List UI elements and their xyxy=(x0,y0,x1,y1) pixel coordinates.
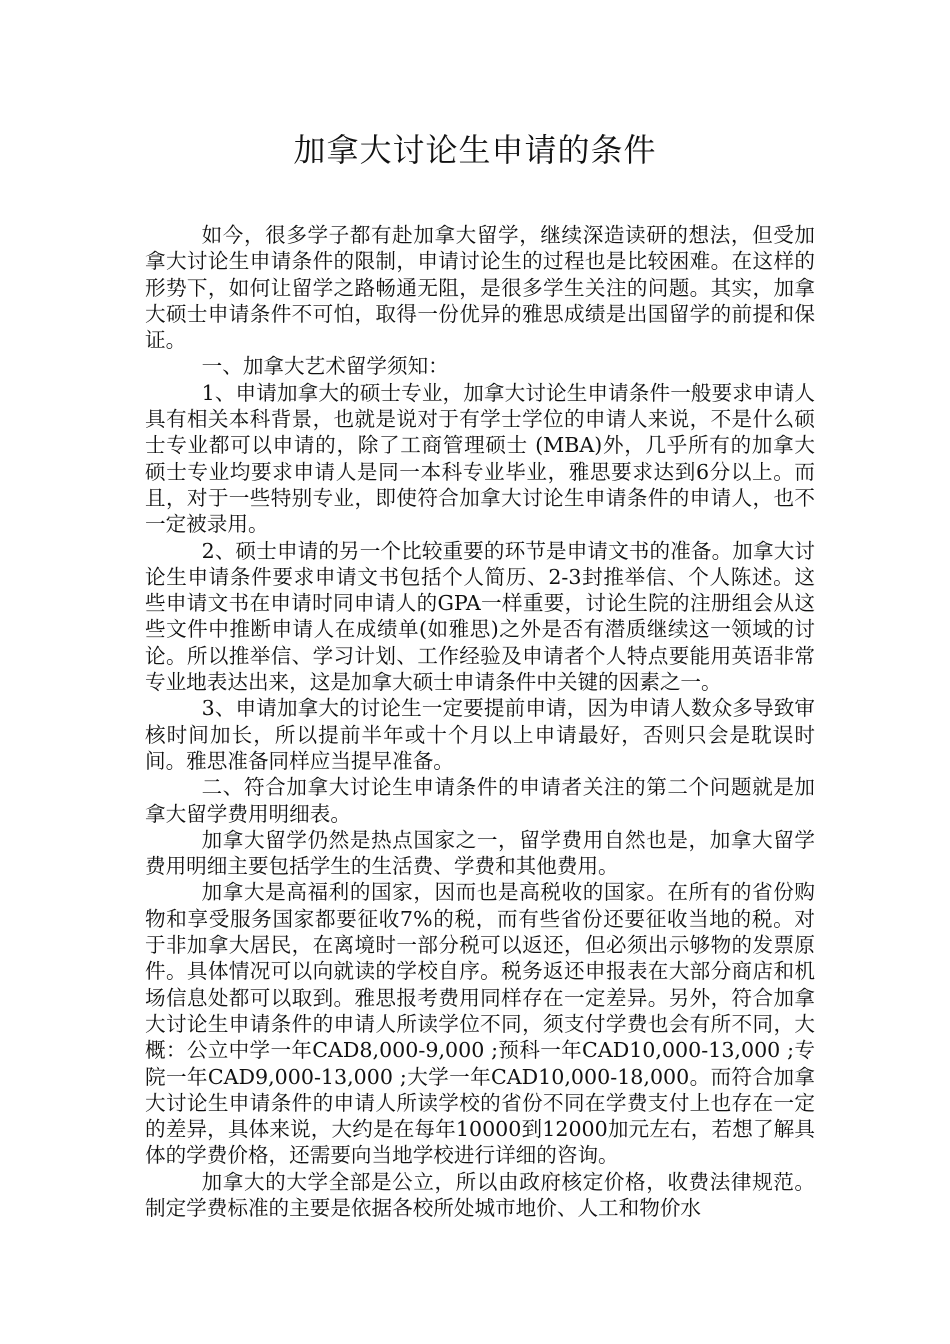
paragraph-item-3: 3、申请加拿大的讨论生一定要提前申请，因为申请人数众多导致审核时间加长，所以提前半年或十个月以上申请最好，否则只会是耽误时间。雅思准备同样应当提早准备。 xyxy=(145,696,815,773)
paragraph-section-two-heading: 二、符合加拿大讨论生申请条件的申请者关注的第二个问题就是加拿大留学费用明细表。 xyxy=(145,775,815,826)
paragraph-section-one-heading: 一、加拿大艺术留学须知： xyxy=(201,354,449,379)
paragraph-public-universities: 加拿大的大学全部是公立，所以由政府核定价格，收费法律规范。制定学费标准的主要是依据各校所处城市地价、人工和物价水 xyxy=(145,1169,815,1220)
document-body xyxy=(145,222,815,1221)
paragraph-tax-and-tuition: 加拿大是高福利的国家，因而也是高税收的国家。在所有的省份购物和享受服务国家都要征收7%的税，而有些省份还要征收当地的税。对于非加拿大居民，在离境时一部分税可以返还，但必须出示够物的发票原件。具体情况可以向就读的学校自序。税务返还申报表在大部分商店和机场信息处都可以取到。雅思报考费用同样存在一定差异。另外，符合加拿大讨论生申请条件的申请人所读学位不同，须支付学费也会有所不同，大概：公立中学一年CAD8,000-9,000 ;预科一年CAD10,000-13,000 ;专院一年CAD9,000-13,000 ;大学一年CAD10,000-18,000。而符合加拿大讨论生申请条件的申请人所读学校的省份不同在学费支付上也存在一定的差异，具体来说，大约是在每年10000到12000加元左右，若想了解具体的学费价格，还需要向当地学校进行详细的咨询。 xyxy=(145,880,815,1168)
document-title: 加拿大讨论生申请的条件 xyxy=(293,131,657,169)
paragraph-item-1: 1、申请加拿大的硕士专业，加拿大讨论生申请条件一般要求申请人具有相关本科背景，也就是说对于有学士学位的申请人来说，不是什么硕士专业都可以申请的，除了工商管理硕士 (MBA)外，几乎所有的加拿大硕士专业均要求申请人是同一本科专业毕业，雅思要求达到6分以上。而且，对于一些特别专业，即使符合加拿大讨论生申请条件的申请人，也不一定被录用。 xyxy=(145,380,815,537)
paragraph-fees-overview: 加拿大留学仍然是热点国家之一，留学费用自然也是，加拿大留学费用明细主要包括学生的生活费、学费和其他费用。 xyxy=(145,827,815,879)
paragraph-item-2: 2、硕士申请的另一个比较重要的环节是申请文书的准备。加拿大讨论生申请条件要求申请文书包括个人简历、2-3封推举信、个人陈述。这些申请文书在申请时同申请人的GPA一样重要，讨论生院的注册组会从这些文件中推断申请人在成绩单(如雅思)之外是否有潜质继续这一领域的讨论。所以推举信、学习计划、工作经验及申请者个人特点要能用英语非常专业地表达出来，这是加拿大硕士申请条件中关键的因素之一。 xyxy=(145,538,815,695)
paragraph-intro: 如今，很多学子都有赴加拿大留学，继续深造读研的想法，但受加拿大讨论生申请条件的限制，申请讨论生的过程也是比较困难。在这样的形势下，如何让留学之路畅通无阻，是很多学生关注的问题。其实，加拿大硕士申请条件不可怕，取得一份优异的雅思成绩是出国留学的前提和保证。 xyxy=(145,223,815,353)
